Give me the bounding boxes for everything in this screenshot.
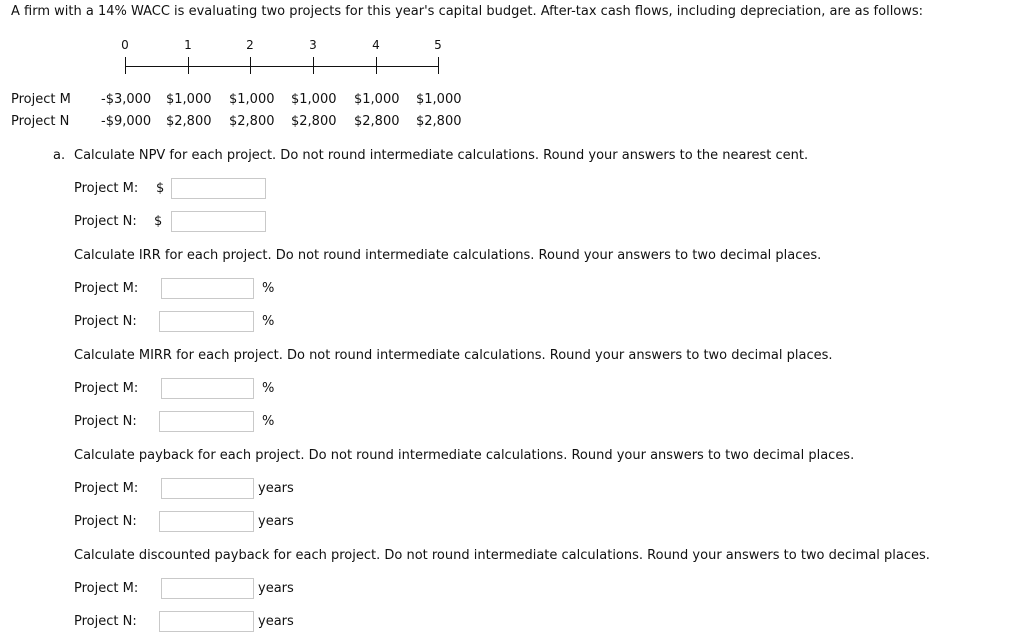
- period-label-2: 2: [246, 38, 254, 52]
- project-n-cf-0: -$9,000: [101, 114, 152, 129]
- irr-project-m-input[interactable]: [161, 278, 254, 299]
- period-label-3: 3: [309, 38, 317, 52]
- cash-flow-timeline: [0, 0, 480, 80]
- discounted-payback-project-m-input[interactable]: [161, 578, 254, 599]
- payback-project-m-years: years: [258, 481, 294, 496]
- irr-project-n-input[interactable]: [159, 311, 254, 332]
- payback-project-m-label: Project M:: [74, 481, 139, 496]
- project-n-cf-1: $2,800: [166, 114, 212, 129]
- discounted-payback-instruction: Calculate discounted payback for each project. Do not round intermediate calculations. Round your answers to two decimal places.: [74, 548, 930, 563]
- project-m-cf-3: $1,000: [291, 92, 337, 107]
- project-m-cf-0: -$3,000: [101, 92, 152, 107]
- period-label-5: 5: [434, 38, 442, 52]
- project-m-row-label: Project M: [11, 92, 71, 107]
- irr-project-n-label: Project N:: [74, 314, 137, 329]
- project-n-cf-5: $2,800: [416, 114, 462, 129]
- npv-project-m-label: Project M:: [74, 181, 139, 196]
- irr-project-n-percent: %: [262, 314, 275, 329]
- mirr-project-n-input[interactable]: [159, 411, 254, 432]
- mirr-project-n-label: Project N:: [74, 414, 137, 429]
- discounted-payback-project-m-label: Project M:: [74, 581, 139, 596]
- discounted-payback-project-m-years: years: [258, 581, 294, 596]
- mirr-project-m-label: Project M:: [74, 381, 139, 396]
- project-m-cf-4: $1,000: [354, 92, 400, 107]
- npv-project-m-input[interactable]: [171, 178, 266, 199]
- mirr-project-m-input[interactable]: [161, 378, 254, 399]
- payback-project-n-input[interactable]: [159, 511, 254, 532]
- npv-project-m-dollar-sign: $: [156, 181, 165, 196]
- npv-project-n-input[interactable]: [171, 211, 266, 232]
- project-n-cf-2: $2,800: [229, 114, 275, 129]
- project-n-row-label: Project N: [11, 114, 70, 129]
- irr-instruction: Calculate IRR for each project. Do not round intermediate calculations. Round your answers to two decimal places.: [74, 248, 822, 263]
- period-label-0: 0: [121, 38, 129, 52]
- irr-project-m-label: Project M:: [74, 281, 139, 296]
- project-m-cf-1: $1,000: [166, 92, 212, 107]
- npv-project-n-label: Project N:: [74, 214, 137, 229]
- discounted-payback-project-n-label: Project N:: [74, 614, 137, 629]
- project-m-cf-2: $1,000: [229, 92, 275, 107]
- mirr-instruction: Calculate MIRR for each project. Do not round intermediate calculations. Round your answers to two decimal places.: [74, 348, 833, 363]
- npv-project-n-dollar-sign: $: [154, 214, 163, 229]
- period-label-4: 4: [372, 38, 380, 52]
- discounted-payback-project-n-input[interactable]: [159, 611, 254, 632]
- payback-project-m-input[interactable]: [161, 478, 254, 499]
- project-m-cf-5: $1,000: [416, 92, 462, 107]
- payback-instruction: Calculate payback for each project. Do not round intermediate calculations. Round your answers to two decimal places.: [74, 448, 855, 463]
- irr-project-m-percent: %: [262, 281, 275, 296]
- period-label-1: 1: [184, 38, 192, 52]
- mirr-project-m-percent: %: [262, 381, 275, 396]
- npv-instruction: Calculate NPV for each project. Do not round intermediate calculations. Round your answers to the nearest cent.: [74, 148, 809, 163]
- project-n-cf-4: $2,800: [354, 114, 400, 129]
- part-a-prefix: a.: [53, 148, 66, 163]
- intro-text: A firm with a 14% WACC is evaluating two projects for this year's capital budget. After-tax cash flows, including depreciation, are as follows:: [11, 4, 924, 19]
- project-n-cf-3: $2,800: [291, 114, 337, 129]
- payback-project-n-label: Project N:: [74, 514, 137, 529]
- payback-project-n-years: years: [258, 514, 294, 529]
- mirr-project-n-percent: %: [262, 414, 275, 429]
- discounted-payback-project-n-years: years: [258, 614, 294, 629]
